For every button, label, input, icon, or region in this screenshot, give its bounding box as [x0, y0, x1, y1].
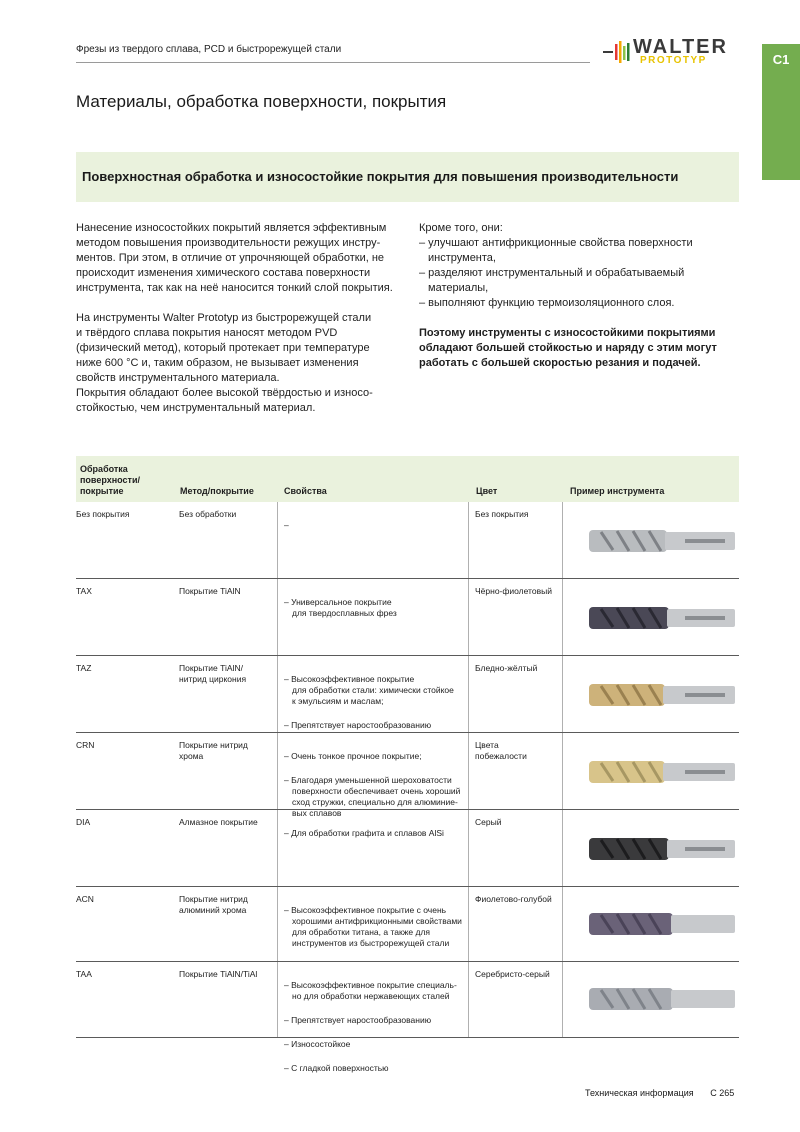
cell-properties [284, 817, 469, 852]
cell-color: Чёрно-фиолетовый [475, 586, 552, 596]
cell-properties [284, 894, 469, 962]
col-header-tool-example: Пример инструмента [570, 486, 665, 496]
conclusion-text: Поэтому инструменты с износостойкими покрытиями обладают большей стойкостью и наряду с этим могут работать с большей скоростью резания и подачей. [419, 327, 717, 369]
table-row [76, 502, 739, 579]
benefit-item: – разделяют инструментальный и обрабатываемый материалы, [419, 267, 685, 294]
property-item: – Износостойкое [284, 1039, 351, 1049]
cell-color: Серый [475, 817, 502, 827]
page-title: Материалы, обработка поверхности, покрытия [76, 92, 447, 111]
col-header-treatment: Обработка поверхности/ покрытие [80, 464, 140, 496]
cell-color: Серебристо-серый [475, 969, 550, 979]
benefit-list [419, 236, 739, 311]
table-row [76, 810, 739, 887]
property-item: – Для обработки графита и сплавов AlSi [284, 828, 444, 838]
property-item: – Препятствует наростообразованию [284, 1015, 432, 1025]
walter-prototyp-logo [603, 36, 743, 68]
property-item: – Очень тонкое прочное покрытие; [284, 751, 422, 761]
logo-wordmark: WALTER [633, 36, 728, 58]
cell-treatment: TAX [76, 586, 92, 596]
cell-method: Покрытие нитрид алюминий хрома [179, 894, 248, 915]
section-tab-label: C1 [772, 52, 790, 67]
property-item: – Высокоэффективное покрытие специаль- но для обработки нержавеющих сталей [284, 980, 457, 1001]
cell-treatment: CRN [76, 740, 95, 750]
intro-lead: Кроме того, они: [419, 222, 503, 234]
col-header-method: Метод/покрытие [180, 486, 254, 496]
cell-treatment: TAZ [76, 663, 92, 673]
table-row [76, 656, 739, 733]
section-tab [762, 44, 800, 180]
cell-method: Покрытие TiAlN [179, 586, 241, 596]
intro-right-column [419, 221, 739, 386]
cell-method: Покрытие TiAlN/TiAl [179, 969, 258, 979]
table-header [76, 456, 739, 502]
col-header-properties: Свойства [284, 486, 327, 496]
cell-color: Без покрытия [475, 509, 529, 519]
cell-properties [284, 969, 469, 1087]
section-banner [76, 152, 739, 202]
cell-properties [284, 586, 464, 632]
page-number: C 265 [710, 1088, 735, 1098]
benefit-item: – выполняют функцию термоизоляционного слоя. [419, 297, 675, 309]
property-item: – Высокоэффективное покрытие с очень хорошими антифрикционными свойствами для обработки титана, а также для инструментов из быстрорежущей стали [284, 905, 462, 948]
tool-image-tax [581, 597, 741, 639]
tool-image-crn [581, 751, 741, 793]
cell-method: Покрытие нитрид хрома [179, 740, 248, 761]
cell-method: Без обработки [179, 509, 237, 519]
cell-properties [284, 663, 469, 744]
logo-subbrand: PROTOTYP [640, 55, 707, 66]
intro-left-column [76, 221, 406, 431]
page-footer [585, 1088, 748, 1098]
property-item: – Препятствует наростообразованию [284, 720, 432, 730]
cell-treatment: DIA [76, 817, 91, 827]
section-banner-title: Поверхностная обработка и износостойкие покрытия для повышения производительности [82, 169, 679, 184]
table-row [76, 962, 739, 1073]
cell-method: Алмазное покрытие [179, 817, 258, 827]
cell-method: Покрытие TiAlN/ нитрид циркония [179, 663, 247, 684]
intro-paragraph: На инструменты Walter Prototyp из быстрорежущей стали и твёрдого сплава покрытия наносят методом PVD (физический метод), который протекает при температуре ниже 600 °С и, таким образом, не вызывает изменения свойств инструментального материала. Покрытия обладают более высокой твёрдостью и износо- стойкостью, чем инструментальный материал. [76, 312, 373, 414]
property-item: – Благодаря уменьшенной шероховатости поверхности обеспечивает очень хороший сход стружки, специально для алюминие- вых сплавов [284, 775, 461, 818]
col-header-color: Цвет [476, 486, 498, 496]
table-row [76, 887, 739, 962]
footer-label: Техническая информация [585, 1088, 694, 1098]
cell-treatment: TAA [76, 969, 92, 979]
tool-image-taa [581, 978, 741, 1020]
cell-color: Бледно-жёлтый [475, 663, 538, 673]
tool-image-taz [581, 674, 741, 716]
cell-properties [284, 509, 464, 544]
cell-color: Фиолетово-голубой [475, 894, 552, 904]
header-rule [76, 62, 590, 63]
benefit-item: – улучшают антифрикционные свойства поверхности инструмента, [419, 237, 693, 264]
intro-paragraph: Нанесение износостойких покрытий является эффективным методом повышения производительности режущих инстру- ментов. При этом, в отличие от упрочняющей обработки, не происходит изменения химического состава поверхности инструмента, так как на неё наносится тонкий слой покрытия. [76, 222, 393, 294]
property-item: – Высокоэффективное покрытие для обработки стали: химически стойкое к эмульсиям и маслам; [284, 674, 454, 706]
table-row [76, 733, 739, 818]
cell-treatment: Без покрытия [76, 509, 130, 519]
cell-color: Цвета побежалости [475, 740, 527, 761]
table-row [76, 579, 739, 656]
running-head: Фрезы из твердого сплава, PCD и быстрорежущей стали [76, 44, 342, 55]
property-item: – Универсальное покрытие для твердосплавных фрез [284, 597, 397, 618]
tool-image-dia [581, 828, 741, 870]
logo-bars-icon [603, 38, 633, 68]
property-item: – [284, 520, 289, 530]
property-item: – С гладкой поверхностью [284, 1063, 389, 1073]
cell-treatment: ACN [76, 894, 94, 904]
tool-image-uncoated [581, 520, 741, 562]
tool-image-acn [581, 903, 741, 945]
